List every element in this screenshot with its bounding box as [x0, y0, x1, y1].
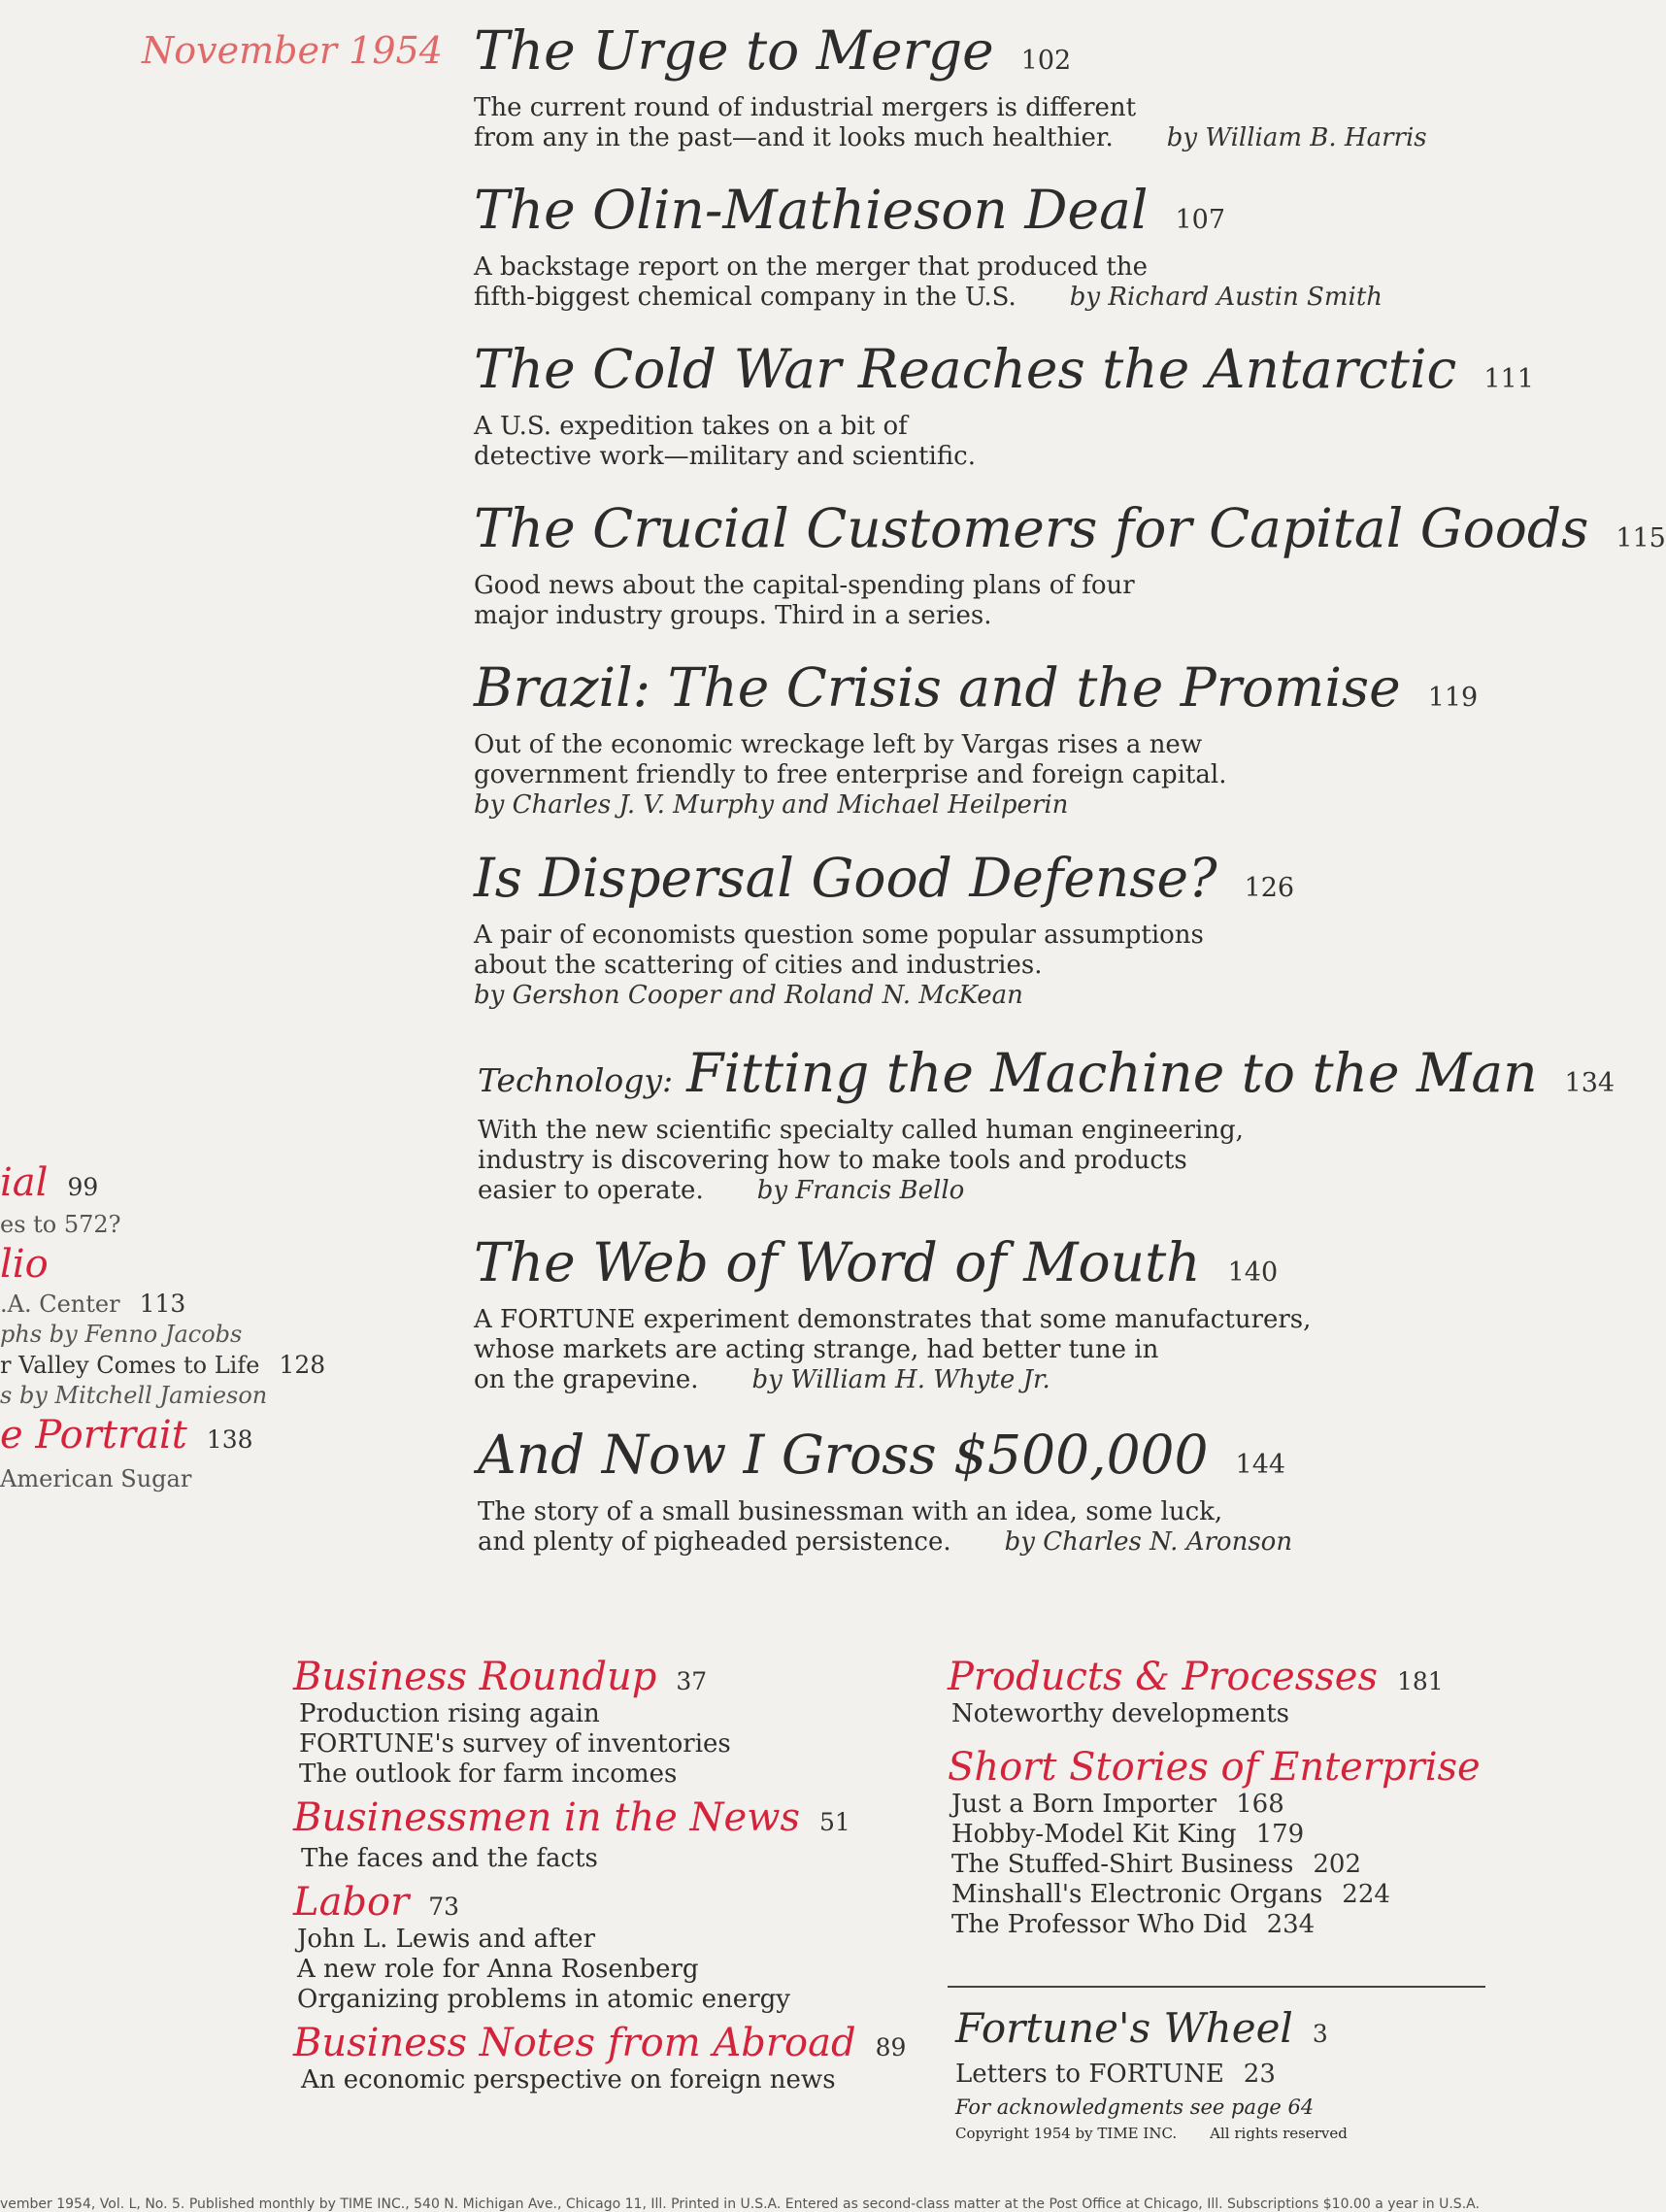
article-4 — [474, 497, 1666, 631]
article-desc: A FORTUNE experiment demonstrates that some manufacturers, — [474, 1305, 1312, 1334]
fragment-heading: lio — [0, 1242, 49, 1287]
article-3 — [474, 338, 1534, 472]
article-title: The Crucial Customers for Capital Goods — [474, 497, 1589, 559]
article-page: 140 — [1227, 1257, 1279, 1288]
article-page: 134 — [1564, 1068, 1616, 1098]
article-7 — [478, 1042, 1615, 1206]
article-byline: by William H. Whyte Jr. — [751, 1365, 1050, 1394]
article-desc: A backstage report on the merger that produced the — [474, 252, 1149, 282]
dept-title: Short Stories of Enterprise — [948, 1745, 1481, 1790]
fortunes-wheel — [955, 2004, 1348, 2142]
dept-item: The outlook for farm incomes — [299, 1760, 678, 1789]
left-column-fragment — [0, 1160, 325, 1494]
article-desc: major industry groups. Third in a series. — [474, 601, 992, 630]
article-title: The Web of Word of Mouth — [474, 1231, 1201, 1293]
article-desc: A U.S. expedition takes on a bit of — [474, 412, 908, 441]
article-desc: Out of the economic wreckage left by Vargas rises a new — [474, 730, 1203, 759]
article-page: 111 — [1483, 364, 1534, 394]
fragment-line: phs by Fenno Jacobs — [0, 1321, 243, 1348]
dept-title: Labor — [293, 1880, 410, 1925]
article-6 — [474, 847, 1294, 1011]
article-5 — [474, 656, 1478, 821]
dept-page: 224 — [1342, 1880, 1390, 1909]
article-page: 126 — [1244, 873, 1295, 903]
fragment-line: r Valley Comes to Life — [0, 1352, 260, 1379]
article-title: Fitting the Machine to the Man — [686, 1042, 1538, 1104]
article-byline: by Francis Bello — [756, 1176, 965, 1205]
fragment-page: 113 — [139, 1290, 186, 1318]
article-desc: With the new scientific specialty called human engineering, — [478, 1116, 1244, 1145]
fragment-heading: ial — [0, 1160, 49, 1205]
dept-item: Hobby-Model Kit King — [951, 1820, 1237, 1849]
dept-page: 51 — [818, 1808, 850, 1836]
divider-rule — [948, 1986, 1485, 1988]
article-byline: by William B. Harris — [1166, 123, 1427, 152]
article-desc: from any in the past—and it looks much healthier. — [474, 123, 1114, 152]
dept-title: Businessmen in the News — [293, 1795, 800, 1840]
article-9 — [478, 1424, 1292, 1558]
article-desc: industry is discovering how to make tools and products — [478, 1146, 1187, 1175]
letters-label: Letters to FORTUNE — [955, 2060, 1224, 2089]
article-title: Brazil: The Crisis and the Promise — [474, 656, 1401, 719]
article-8 — [474, 1231, 1311, 1395]
fragment-page: 128 — [279, 1351, 326, 1379]
dept-title: Business Notes from Abroad — [293, 2021, 856, 2065]
article-page: 144 — [1235, 1450, 1286, 1480]
dept-item: Just a Born Importer — [951, 1790, 1217, 1819]
fragment-line: .A. Center — [0, 1290, 120, 1318]
dept-item: The Stuffed-Shirt Business — [951, 1850, 1294, 1879]
article-byline: by Charles J. V. Murphy and Michael Heilperin — [474, 790, 1069, 820]
article-desc: Good news about the capital-spending plans of four — [474, 571, 1135, 600]
wheel-page: 3 — [1312, 2020, 1328, 2048]
article-title: The Urge to Merge — [474, 19, 994, 82]
dept-item: John L. Lewis and after — [297, 1925, 595, 1954]
dept-item: The faces and the facts — [301, 1844, 598, 1873]
dept-page: 179 — [1255, 1820, 1305, 1849]
article-desc: The story of a small businessman with an idea, some luck, — [478, 1497, 1223, 1526]
article-byline: by Richard Austin Smith — [1069, 283, 1383, 312]
fragment-line: s by Mitchell Jamieson — [0, 1382, 268, 1409]
article-desc: on the grapevine. — [474, 1365, 699, 1394]
footer-imprint: vember 1954, Vol. L, No. 5. Published monthly by TIME INC., 540 N. Michigan Ave., Chicago 11, Ill. Printed in U.S.A. Entered as second-class matter at the Post Office at Chicago, Ill. Subscriptions $10.00 a year in U.S.A. — [0, 2196, 1480, 2212]
article-desc: and plenty of pigheaded persistence. — [478, 1527, 951, 1557]
article-page: 107 — [1175, 205, 1226, 235]
article-title: And Now I Gross $500,000 — [478, 1424, 1209, 1486]
fragment-page: 99 — [67, 1173, 99, 1201]
issue-date: November 1954 — [142, 29, 443, 72]
departments-right — [948, 1655, 1481, 1940]
dept-page: 89 — [875, 2033, 907, 2061]
article-desc: fifth-biggest chemical company in the U.S. — [474, 283, 1016, 312]
article-1 — [474, 19, 1427, 153]
wheel-title: Fortune's Wheel — [955, 2004, 1293, 2052]
article-desc: detective work—military and scientific. — [474, 442, 976, 471]
dept-item: An economic perspective on foreign news — [301, 2065, 836, 2095]
dept-item: A new role for Anna Rosenberg — [297, 1955, 699, 1984]
article-desc: easier to operate. — [478, 1176, 704, 1205]
dept-item: FORTUNE's survey of inventories — [299, 1729, 731, 1759]
dept-page: 202 — [1313, 1850, 1362, 1879]
article-page: 119 — [1427, 683, 1479, 713]
article-byline: by Gershon Cooper and Roland N. McKean — [474, 981, 1023, 1010]
article-2 — [474, 179, 1383, 313]
fragment-heading: e Portrait — [0, 1413, 187, 1458]
dept-item: Noteworthy developments — [951, 1699, 1290, 1728]
dept-page: 73 — [428, 1893, 460, 1921]
article-desc: A pair of economists question some popular assumptions — [474, 921, 1204, 950]
letters-page: 23 — [1243, 2060, 1276, 2089]
dept-item: Organizing problems in atomic energy — [297, 1985, 790, 2014]
article-title: The Cold War Reaches the Antarctic — [474, 338, 1457, 400]
dept-page: 168 — [1236, 1790, 1284, 1819]
article-page: 102 — [1020, 46, 1072, 76]
dept-item: The Professor Who Did — [951, 1910, 1248, 1939]
dept-item: Production rising again — [299, 1699, 600, 1728]
fragment-line: American Sugar — [0, 1465, 192, 1492]
dept-item: Minshall's Electronic Organs — [951, 1880, 1323, 1909]
departments-left — [293, 1655, 906, 2095]
dept-page: 37 — [676, 1667, 708, 1695]
article-title: The Olin-Mathieson Deal — [474, 179, 1149, 241]
dept-page: 181 — [1396, 1667, 1444, 1695]
article-desc: The current round of industrial mergers is different — [474, 93, 1137, 122]
article-prefix: Technology: — [478, 1061, 674, 1099]
dept-title: Products & Processes — [948, 1655, 1378, 1699]
dept-title: Business Roundup — [293, 1655, 657, 1699]
acknowledgments-note: For acknowledgments see page 64 — [955, 2095, 1315, 2119]
article-desc: government friendly to free enterprise and foreign capital. — [474, 760, 1227, 789]
article-title: Is Dispersal Good Defense? — [474, 847, 1217, 909]
fragment-page: 138 — [206, 1425, 253, 1454]
fragment-line: es to 572? — [0, 1211, 121, 1238]
article-desc: about the scattering of cities and industries. — [474, 951, 1043, 980]
article-page: 115 — [1616, 523, 1666, 553]
article-byline: by Charles N. Aronson — [1004, 1527, 1293, 1557]
dept-page: 234 — [1266, 1910, 1316, 1939]
article-desc: whose markets are acting strange, had better tune in — [474, 1335, 1159, 1364]
copyright: Copyright 1954 by TIME INC. — [955, 2125, 1178, 2142]
rights: All rights reserved — [1210, 2125, 1348, 2142]
